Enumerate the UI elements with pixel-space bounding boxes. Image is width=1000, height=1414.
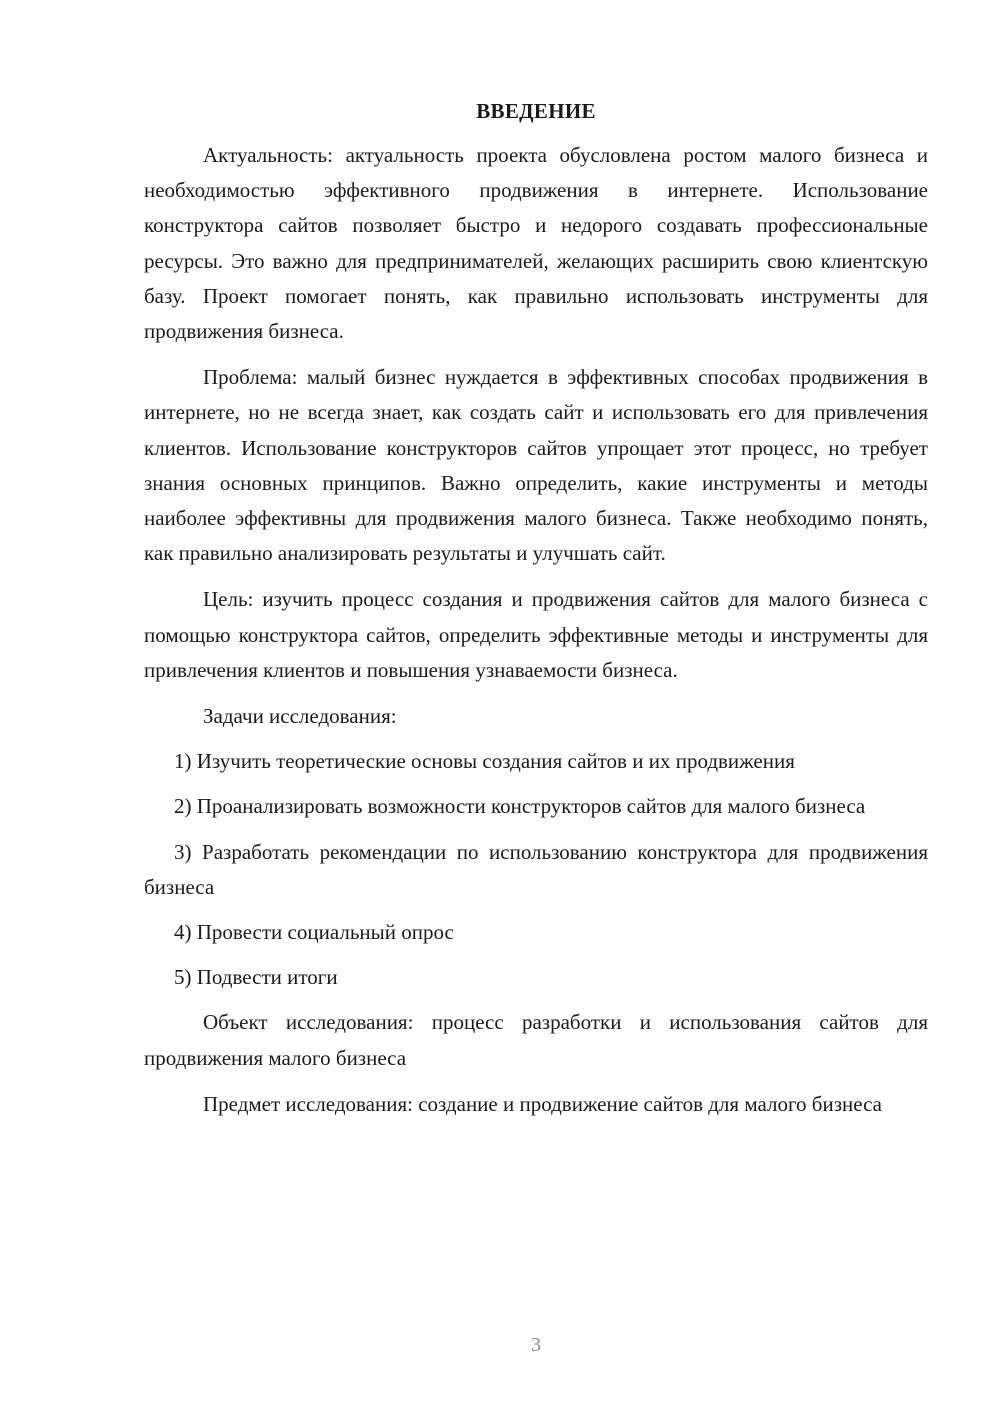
page-number: 3 [531,1334,541,1356]
paragraph-object: Объект исследования: процесс разработки и использования сайтов для продвижения малого бизнеса [144,1010,928,1070]
tasks-list [144,744,928,995]
list-item: 2) Проанализировать возможности конструкторов сайтов для малого бизнеса [174,794,866,819]
list-item: 5) Подвести итоги [174,965,338,990]
page-content [144,96,928,1133]
paragraph-goal: Цель: изучить процесс создания и продвижения сайтов для малого бизнеса с помощью конструктора сайтов, определить эффективные методы и инструменты для привлечения клиентов и повышения узнаваемости бизнеса. [144,587,928,682]
tasks-heading: Задачи исследования: [203,704,397,729]
list-item: 4) Провести социальный опрос [174,920,454,945]
list-item: 1) Изучить теоретические основы создания сайтов и их продвижения [174,749,795,774]
paragraph-relevance: Актуальность: актуальность проекта обусловлена ростом малого бизнеса и необходимостью эффективного продвижения в интернете. Использование конструктора сайтов позволяет быстро и недорого создавать профессиональные ресурсы. Это важно для предпринимателей, желающих расширить свою клиентскую базу. Проект помогает понять, как правильно использовать инструменты для продвижения бизнеса. [144,143,928,344]
paragraph-subject: Предмет исследования: создание и продвижение сайтов для малого бизнеса [203,1091,882,1116]
list-item: 3) Разработать рекомендации по использованию конструктора для продвижения бизнеса [144,839,928,899]
paragraph-problem: Проблема: малый бизнес нуждается в эффективных способах продвижения в интернете, но не всегда знает, как создать сайт и использовать его для привлечения клиентов. Использование конструкторов сайтов упрощает этот процесс, но требует знания основных принципов. Важно определить, какие инструменты и методы наиболее эффективны для продвижения малого бизнеса. Также необходимо понять, как правильно анализировать результаты и улучшать сайт. [144,365,928,566]
page-title: ВВЕДЕНИЕ [476,99,596,123]
